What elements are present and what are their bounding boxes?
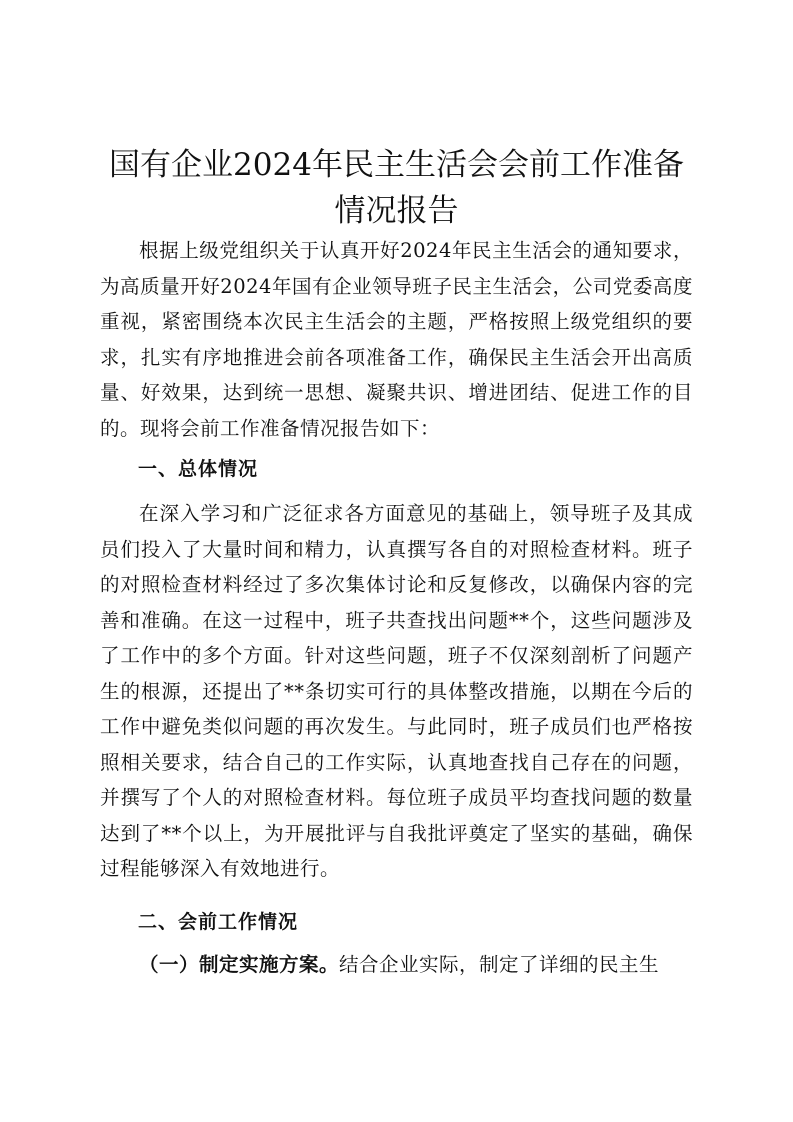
document-title: 国有企业2024年民主生活会会前工作准备情况报告 (109, 147, 684, 229)
subsection-plan-text: 结合企业实际，制定了详细的民主生 (339, 953, 660, 976)
subsection-plan-line (100, 947, 693, 983)
section-heading-pre-meeting-work: 二、会前工作情况 (138, 911, 299, 933)
subsection-plan-label: （一）制定实施方案。 (139, 953, 340, 976)
section-heading-overview: 一、总体情况 (138, 458, 259, 480)
intro-paragraph: 根据上级党组织关于认真开好2024年民主生活会的通知要求，为高质量开好2024年国有企业领导班子民主生活会，公司党委高度重视，紧密围绕本次民主生活会的主题，严格按照上级党组织的要求，扎实有序地推进会前各项准备工作，确保民主生活会开出高质量、好效果，达到统一思想、凝聚共识、增进团结、促进工作的目的。现将会前工作准备情况报告如下： (100, 239, 693, 440)
overview-paragraph: 在深入学习和广泛征求各方面意见的基础上，领导班子及其成员们投入了大量时间和精力，认真撰写各自的对照检查材料。班子的对照检查材料经过了多次集体讨论和反复修改，以确保内容的完善和准确。在这一过程中，班子共查找出问题**个，这些问题涉及了工作中的多个方面。针对这些问题，班子不仅深刻剖析了问题产生的根源，还提出了**条切实可行的具体整改措施，以期在今后的工作中避免类似问题的再次发生。与此同时，班子成员们也严格按照相关要求，结合自己的工作实际，认真地查找自己存在的问题，并撰写了个人的对照检查材料。每位班子成员平均查找问题的数量达到了**个以上，为开展批评与自我批评奠定了坚实的基础，确保过程能够深入有效地进行。 (100, 502, 693, 880)
